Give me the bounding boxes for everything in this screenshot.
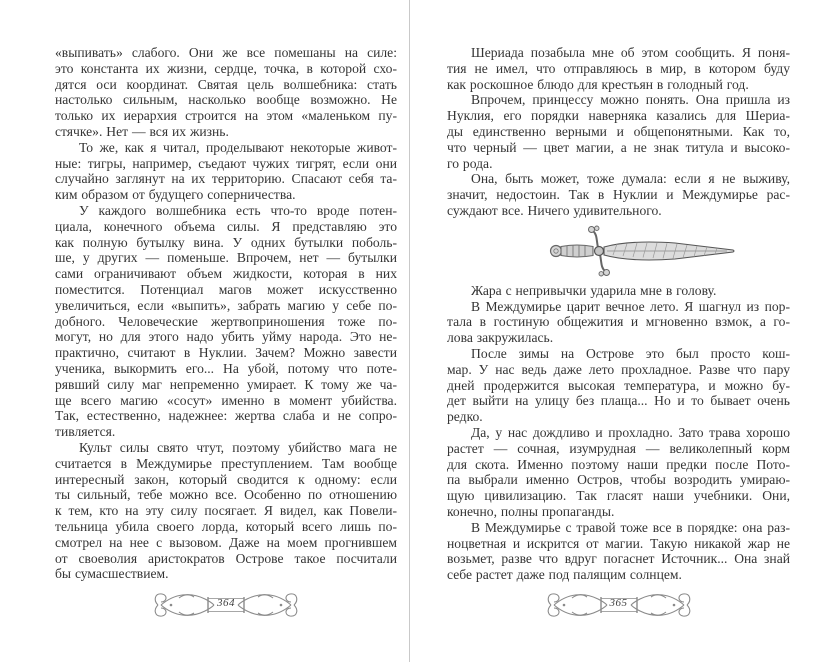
text-line: После зимы на Острове это был просто кош- [471,345,790,361]
text-line: поместится. Потенциал магов может искусственно [55,281,397,297]
text-line: дней продержится высокая температура, и можно бу- [447,377,790,393]
text-line: настолько сильным, насколько вообще возможно. Не [55,92,397,108]
text-line: стячке». Нет — вся их жизнь. [55,123,229,139]
text-line: тала в гостиную общежития и мгновенно взмок, а го- [447,314,790,330]
text-line: ще всего магию «сосут» именно в момент убийства. [55,392,397,408]
text-line: случайно заглянут на их территорию. Спасают себя та- [55,171,397,187]
text-line: лова закружилась. [447,330,554,346]
text-line: себе растет даже под палящим солнцем. [447,567,682,583]
paragraph [55,440,397,582]
paragraph [447,171,790,218]
text-line: конечно, полны пропаганды. [447,503,615,519]
text-line: что черный — цвет магии, а не знак титула и высоко- [447,139,790,155]
text-line: У каждого волшебника есть что-то вроде потен- [79,202,397,218]
paragraph [55,45,397,140]
text-line: В Междумирье царит вечное лето. Я шагнул из пор- [471,298,790,314]
page-number-left: 364 [217,597,235,609]
text-line: смотрел на нее с вызовом. Даже на моем прогнившем [55,534,397,550]
text-line: для скота. Именно поэтому наши предки после Пото- [447,456,790,472]
text-line: к тем, кто на эту силу посягает. Я видел, как Повели- [55,503,397,519]
text-line: ким образом от будущего соперничества. [55,187,296,203]
page-number-right: 365 [609,597,628,609]
page-left[interactable] [55,45,397,582]
paragraph [447,299,790,346]
text-line: сами ограничивают объем жидкости, которая в них [55,266,397,282]
text-line: «выпивать» слабого. Они же все помешаны на силе: [55,45,397,60]
text-line: практично, считают в Нуклии. Зачем? Можно завести [55,345,397,361]
text-line: суждают все. Ничего удивительного. [447,202,662,218]
paragraph [447,283,790,299]
text-line: возьмет, разве что вдруг погаснет Источник... Она знай [447,551,790,567]
page-left-text [55,45,397,582]
paragraph [55,140,397,203]
text-line: добного. Человеческие жертвоприношения тоже по- [55,313,397,329]
text-line: Так, естественно, надежнее: жертва слаба и не сопро- [55,408,397,424]
text-line: как роскошное блюдо для крестьян в голодный год. [447,76,749,92]
page-number-ornament-right [447,587,790,627]
text-line: это константа их жизни, сердце, точка, в которой схо- [55,60,397,76]
text-line: как полную бутылку вина. У одних бутылки поболь- [55,234,397,250]
text-line: ноцветная и искрится от магии. Такую никакой жар не [447,535,790,551]
text-line: тельница убила своего лорда, который всего лишь по- [55,518,397,534]
page-divider [409,0,410,662]
text-line: го рода. [447,155,493,171]
text-line: тивляется. [55,424,116,440]
text-line: циала, конечного объема силы. Я представляю это [55,218,397,234]
text-line: от своеволия аристократов Острове такое посчитали [55,550,397,566]
paragraph [447,45,790,92]
text-line: ты сильный, тебе можно все. Особенно по отношению [55,487,397,503]
text-line: В Междумирье с травой тоже все в порядке: она раз- [471,519,790,535]
paragraph [447,520,790,583]
text-line: растет — сочная, изумрудная — великолепный корм [447,440,790,456]
text-line: только их иерархия строится на этом «маленьком пу- [55,108,397,124]
text-line: интересный закон, который сводится к одному: если [55,471,397,487]
text-line: дет выйти на улицу без плаща... Но и то бывает очень [447,393,790,409]
text-line: ученика, выкормить его... На убой, потому что поте- [55,360,397,376]
text-line: значит, недостоин. Так в Нуклии и Междумирье рас- [447,187,790,203]
text-line: редко. [447,409,483,425]
text-line: ше, у других — поменьше. Впрочем, нет — бутылки [55,250,397,266]
text-line: Впрочем, принцессу можно понять. Она пришла из [471,92,790,108]
text-line: щую цивилизацию. Так гласят наши учебники. Они, [447,488,790,504]
text-line: То же, как я читал, проделывают некоторые живот- [79,139,397,155]
text-line: ды единственно верными и общепонятными. Как то, [447,123,790,139]
page-right[interactable] [447,45,790,583]
text-line: па выбрали именно Остров, чтобы возродить умираю- [447,472,790,488]
text-line: Она, быть может, тоже думала: если я не выживу, [471,171,790,187]
paragraph [447,346,790,425]
paragraph [447,425,790,520]
text-line: Да, у нас дождливо и прохладно. Зато трава хорошо [471,424,790,440]
text-line: Нуклия, его порядки наверняка казались для Шериа- [447,108,790,124]
text-line: могут, но для этого надо убить уйму народа. Это не- [55,329,397,345]
text-line: Шериада позабыла мне об этом сообщить. Я поня- [471,45,790,60]
paragraph [55,203,397,440]
text-line: мар. У нас ведь даже лето прохладное. Разве что пару [447,361,790,377]
paragraph [447,92,790,171]
text-line: ные: тигры, например, съедают чужих тигрят, если они [55,155,397,171]
page-number-ornament-left [55,587,397,627]
text-line: считается в Междумирье преступлением. Там вообще [55,455,397,471]
page-right-text [447,45,790,583]
dagger-icon [547,225,737,277]
text-line: тия не имел, что отправляюсь в мир, в котором буду [447,60,790,76]
scene-break-ornament [447,219,790,283]
text-line: Жара с непривычки ударила мне в голову. [471,282,717,298]
text-line: рявший силу маг непременно умирает. К тому же ча- [55,376,397,392]
text-line: Культ силы свято чтут, поэтому убийство мага не [79,439,397,455]
text-line: дятся оси координат. Святая цель волшебника: стать [55,76,397,92]
text-line: увеличиться, если «выпить», забрать магию у себе по- [55,297,397,313]
text-line: бы сумасшествием. [55,566,169,582]
